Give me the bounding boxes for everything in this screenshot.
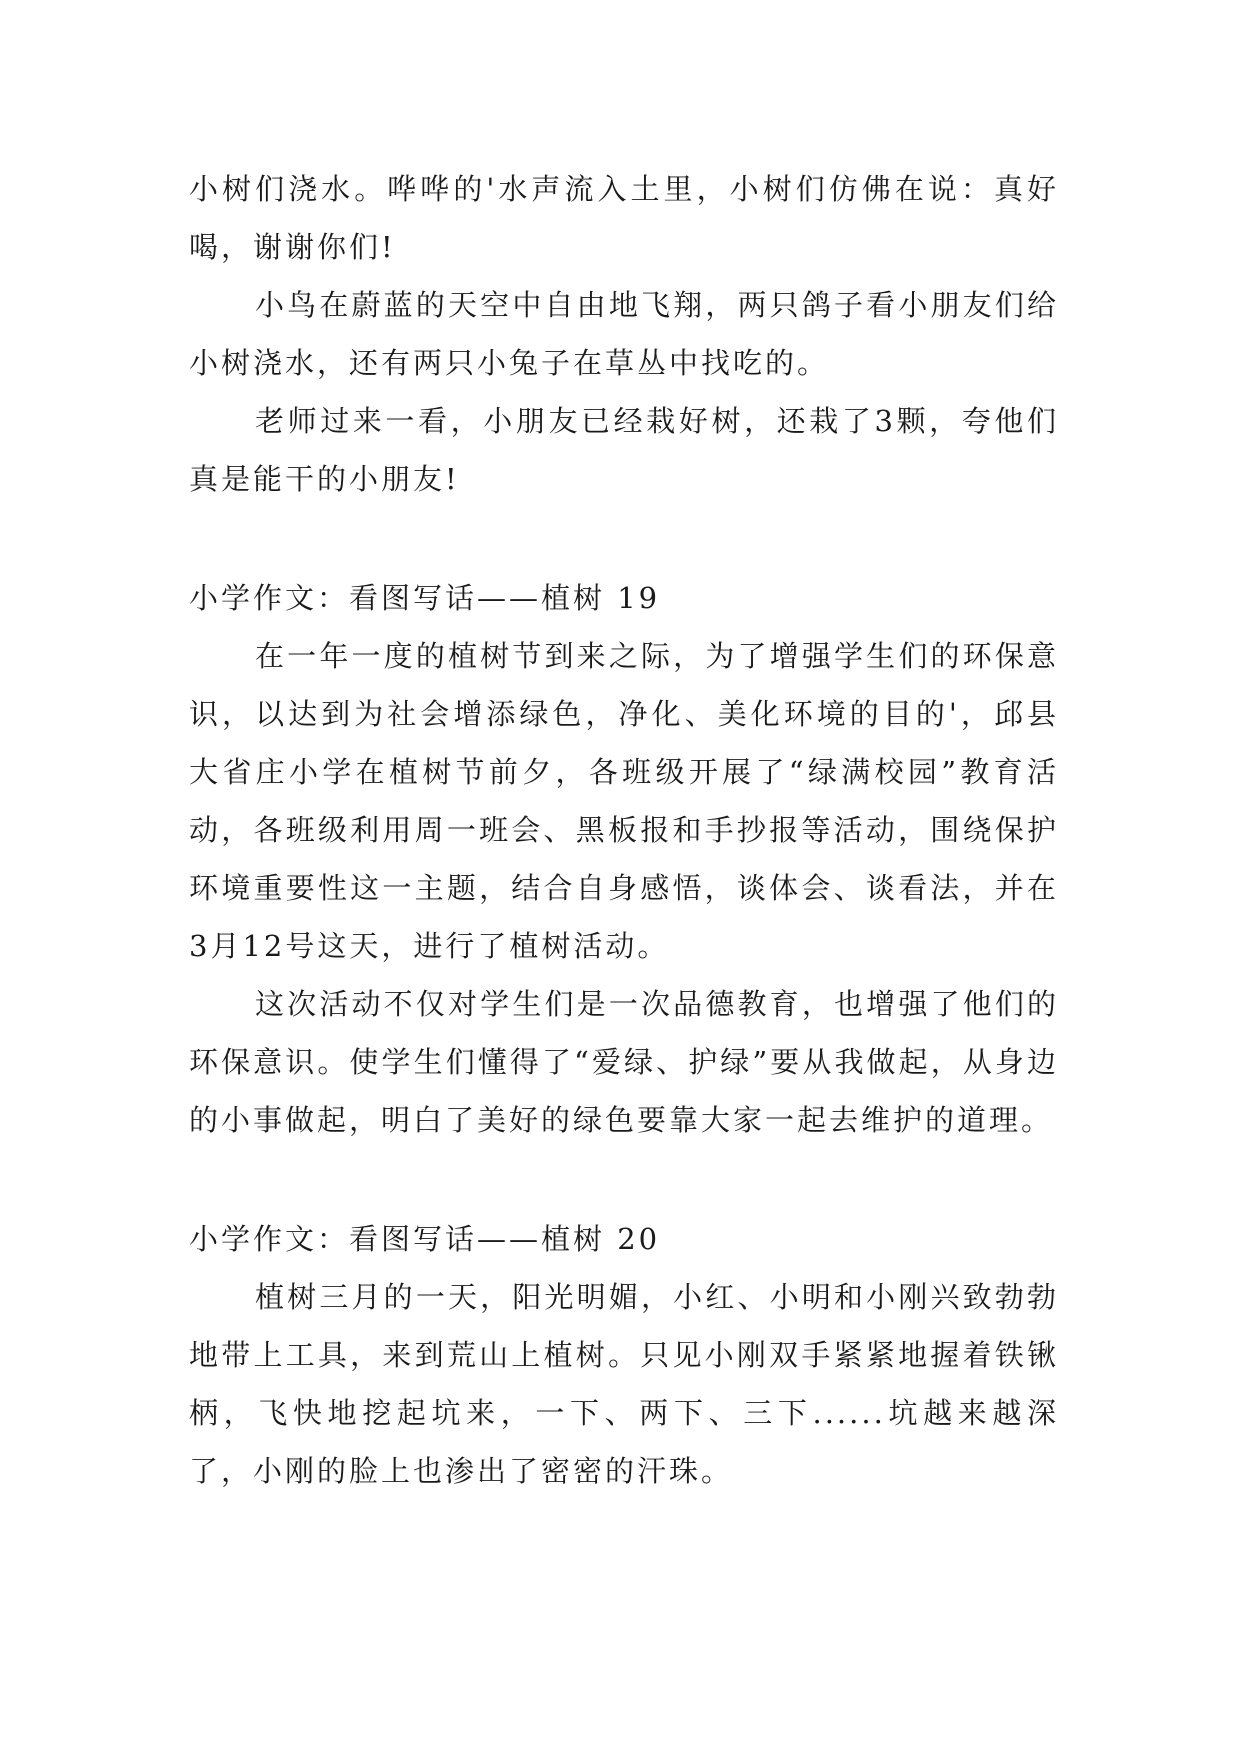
paragraph: 植树三月的一天，阳光明媚，小红、小明和小刚兴致勃勃地带上工具，来到荒山上植树。只见小刚双手紧紧地握着铁锹柄，飞快地挖起坑来，一下、两下、三下......坑越来越深了，小刚的脸上也渗出了密密的汗珠。 <box>189 1280 1059 1488</box>
essay-title: 小学作文：看图写话——植树 19 <box>189 581 661 615</box>
section-gap <box>189 508 1059 569</box>
paragraph: 小鸟在蔚蓝的天空中自由地飞翔，两只鸽子看小朋友们给小树浇水，还有两只小兔子在草丛中找吃的。 <box>189 288 1059 380</box>
paragraph-continued: 小树们浇水。哗哗的'水声流入土里，小树们仿佛在说：真好喝，谢谢你们! <box>189 172 1059 264</box>
section-gap <box>189 1149 1059 1210</box>
document-body <box>189 160 1059 1500</box>
essay-title: 小学作文：看图写话——植树 20 <box>189 1222 661 1256</box>
paragraph: 老师过来一看，小朋友已经栽好树，还栽了3颗，夸他们真是能干的小朋友! <box>189 404 1059 496</box>
paragraph: 在一年一度的植树节到来之际，为了增强学生们的环保意识，以达到为社会增添绿色，净化、美化环境的目的'，邱县大省庄小学在植树节前夕，各班级开展了“绿满校园”教育活动，各班级利用周一班会、黑板报和手抄报等活动，围绕保护环境重要性这一主题，结合自身感悟，谈体会、谈看法，并在3月12号这天，进行了植树活动。 <box>189 639 1059 963</box>
paragraph: 这次活动不仅对学生们是一次品德教育，也增强了他们的环保意识。使学生们懂得了“爱绿、护绿”要从我做起，从身边的小事做起，明白了美好的绿色要靠大家一起去维护的道理。 <box>189 987 1059 1137</box>
